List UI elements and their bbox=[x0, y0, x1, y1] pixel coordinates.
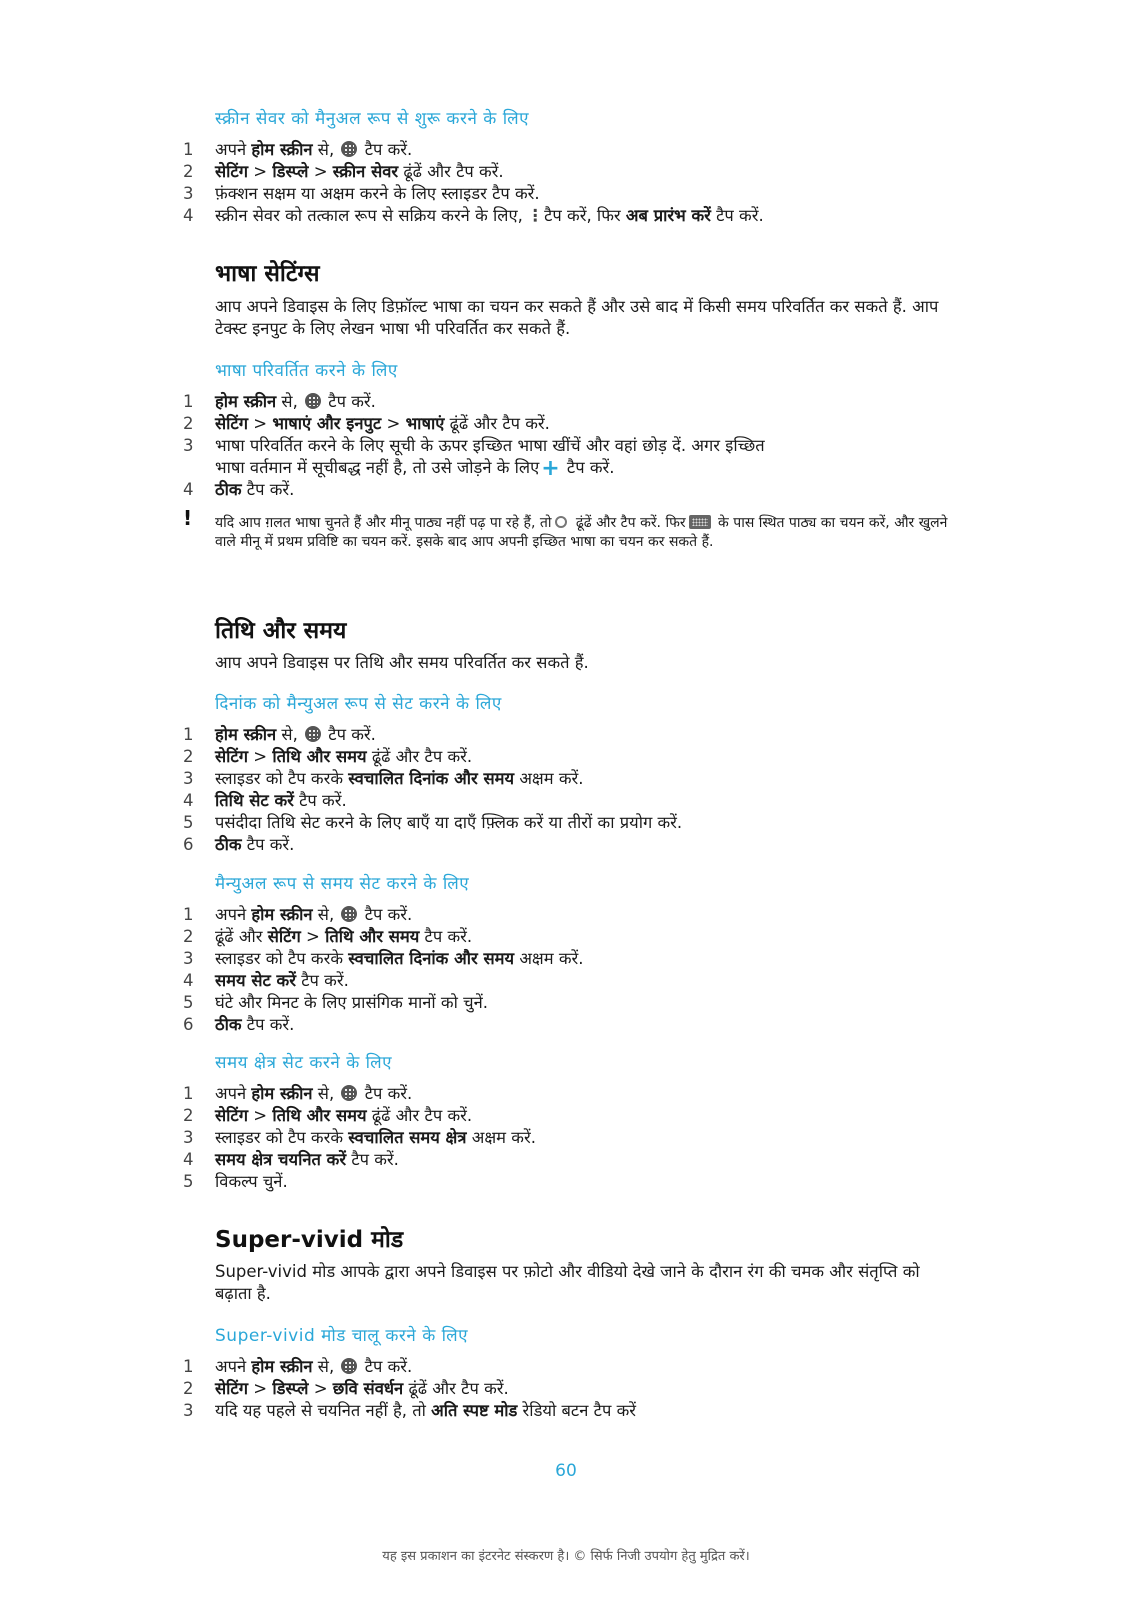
list-item: 1 अपने होम स्क्रीन से, टैप करें. bbox=[183, 1084, 413, 1103]
subheading-change-language: भाषा परिवर्तित करने के लिए bbox=[215, 361, 398, 381]
list-item: 3 स्लाइडर को टैप करके स्वचालित समय क्षेत्र अक्षम करें. bbox=[183, 1128, 536, 1147]
list-item: 2 सेटिंग > तिथि और समय ढूंढें और टैप करें. bbox=[183, 747, 473, 766]
list-item: 3 फ़ंक्शन सक्षम या अक्षम करने के लिए स्लाइडर टैप करें. bbox=[183, 184, 540, 203]
subheading-enable-super-vivid: Super-vivid मोड चालू करने के लिए bbox=[215, 1326, 468, 1346]
list-item: 5 विकल्प चुनें. bbox=[183, 1172, 288, 1191]
list-item: 1 होम स्क्रीन से, टैप करें. bbox=[183, 392, 376, 411]
page-number: 60 bbox=[555, 1461, 577, 1481]
heading-super-vivid: Super-vivid मोड bbox=[215, 1227, 404, 1253]
overflow-menu-icon: ⋮ bbox=[526, 206, 544, 225]
list-item: 3 स्लाइडर को टैप करके स्वचालित दिनांक और समय अक्षम करें. bbox=[183, 769, 584, 788]
list-item: 2 सेटिंग > डिस्प्ले > स्क्रीन सेवर ढूंढें और टैप करें. bbox=[183, 162, 504, 181]
list-item: 2 ढूंढें और सेटिंग > तिथि और समय टैप करें. bbox=[183, 927, 473, 946]
list-item: 3 भाषा परिवर्तित करने के लिए सूची के ऊपर इच्छित भाषा खींचें और वहां छोड़ दें. अगर इच्छित bbox=[183, 436, 765, 455]
list-item: 4 तिथि सेट करें टैप करें. bbox=[183, 791, 347, 810]
list-item: 2 सेटिंग > भाषाएं और इनपुट > भाषाएं ढूंढें और टैप करें. bbox=[183, 414, 550, 433]
apps-icon bbox=[341, 906, 357, 922]
subheading-set-time: मैन्युअल रूप से समय सेट करने के लिए bbox=[215, 874, 470, 894]
keyboard-icon bbox=[689, 515, 711, 529]
heading-date-time: तिथि और समय bbox=[215, 618, 347, 644]
list-item: 4 ठीक टैप करें. bbox=[183, 480, 295, 499]
apps-icon bbox=[341, 141, 357, 157]
add-icon: + bbox=[541, 456, 560, 481]
list-item: 1 होम स्क्रीन से, टैप करें. bbox=[183, 725, 376, 744]
list-item: 5 घंटे और मिनट के लिए प्रासंगिक मानों को चुनें. bbox=[183, 993, 488, 1012]
list-item: 6 ठीक टैप करें. bbox=[183, 835, 295, 854]
super-vivid-intro: Super-vivid मोड आपके द्वारा अपने डिवाइस पर फ़ोटो और वीडियो देखे जाने के दौरान रंग की चमक और संतृप्ति को बढ़ाता है. bbox=[215, 1262, 920, 1303]
list-item: 3 स्लाइडर को टैप करके स्वचालित दिनांक और समय अक्षम करें. bbox=[183, 949, 584, 968]
list-item: 4 समय सेट करें टैप करें. bbox=[183, 971, 349, 990]
apps-icon bbox=[305, 393, 321, 409]
subheading-set-date: दिनांक को मैन्युअल रूप से सेट करने के लिए bbox=[215, 694, 502, 714]
list-item: 2 सेटिंग > डिस्प्ले > छवि संवर्धन ढूंढें और टैप करें. bbox=[183, 1379, 509, 1398]
list-item: 2 सेटिंग > तिथि और समय ढूंढें और टैप करें. bbox=[183, 1106, 473, 1125]
list-item: 6 ठीक टैप करें. bbox=[183, 1015, 295, 1034]
subheading-screensaver: स्क्रीन सेवर को मैनुअल रूप से शुरू करने के लिए bbox=[215, 109, 530, 129]
apps-icon bbox=[341, 1085, 357, 1101]
list-item: 4 समय क्षेत्र चयनित करें टैप करें. bbox=[183, 1150, 399, 1169]
language-intro: आप अपने डिवाइस के लिए डिफ़ॉल्ट भाषा का चयन कर सकते हैं और उसे बाद में किसी समय परिवर्तित कर सकते हैं. आप टेक्स्ट इनपुट के लिए लेखन भाषा भी परिवर्तित कर सकते हैं. bbox=[215, 297, 939, 338]
list-item: 1 अपने होम स्क्रीन से, टैप करें. bbox=[183, 140, 413, 159]
apps-icon bbox=[305, 726, 321, 742]
warning-icon: ! bbox=[183, 506, 193, 530]
list-item: 4 स्क्रीन सेवर को तत्काल रूप से सक्रिय करने के लिए, ⋮ टैप करें, फिर अब प्रारंभ करें टैप करें. bbox=[183, 206, 764, 225]
list-item: 1 अपने होम स्क्रीन से, टैप करें. bbox=[183, 1357, 413, 1376]
list-item: 3 यदि यह पहले से चयनित नहीं है, तो अति स्पष्ट मोड रेडियो बटन टैप करें bbox=[183, 1401, 636, 1420]
list-item: 1 अपने होम स्क्रीन से, टैप करें. bbox=[183, 905, 413, 924]
heading-language-settings: भाषा सेटिंग्स bbox=[215, 261, 320, 287]
language-note: यदि आप ग़लत भाषा चुनते हैं और मीनू पाठ्य नहीं पढ़ पा रहे हैं, तो ढूंढें और टैप करें. फिर के पास स्थित पाठ्य का चयन करें, और खुलने वाले मीनू में प्रथम प्रविष्टि का चयन करें. इसके बाद आप अपनी इच्छित भाषा का चयन कर सकते हैं. bbox=[215, 515, 948, 550]
date-time-intro: आप अपने डिवाइस पर तिथि और समय परिवर्तित कर सकते हैं. bbox=[215, 653, 589, 672]
settings-icon bbox=[555, 516, 567, 528]
subheading-time-zone: समय क्षेत्र सेट करने के लिए bbox=[215, 1053, 392, 1073]
apps-icon bbox=[341, 1358, 357, 1374]
list-item: 5 पसंदीदा तिथि सेट करने के लिए बाएँ या दाएँ फ़्लिक करें या तीरों का प्रयोग करें. bbox=[183, 813, 683, 832]
list-item-continuation: भाषा वर्तमान में सूचीबद्ध नहीं है, तो उसे जोड़ने के लिए+ टैप करें. bbox=[215, 456, 615, 481]
footer-note: यह इस प्रकाशन का इंटरनेट संस्करण है। © सिर्फ निजी उपयोग हेतु मुद्रित करें। bbox=[382, 1549, 750, 1564]
